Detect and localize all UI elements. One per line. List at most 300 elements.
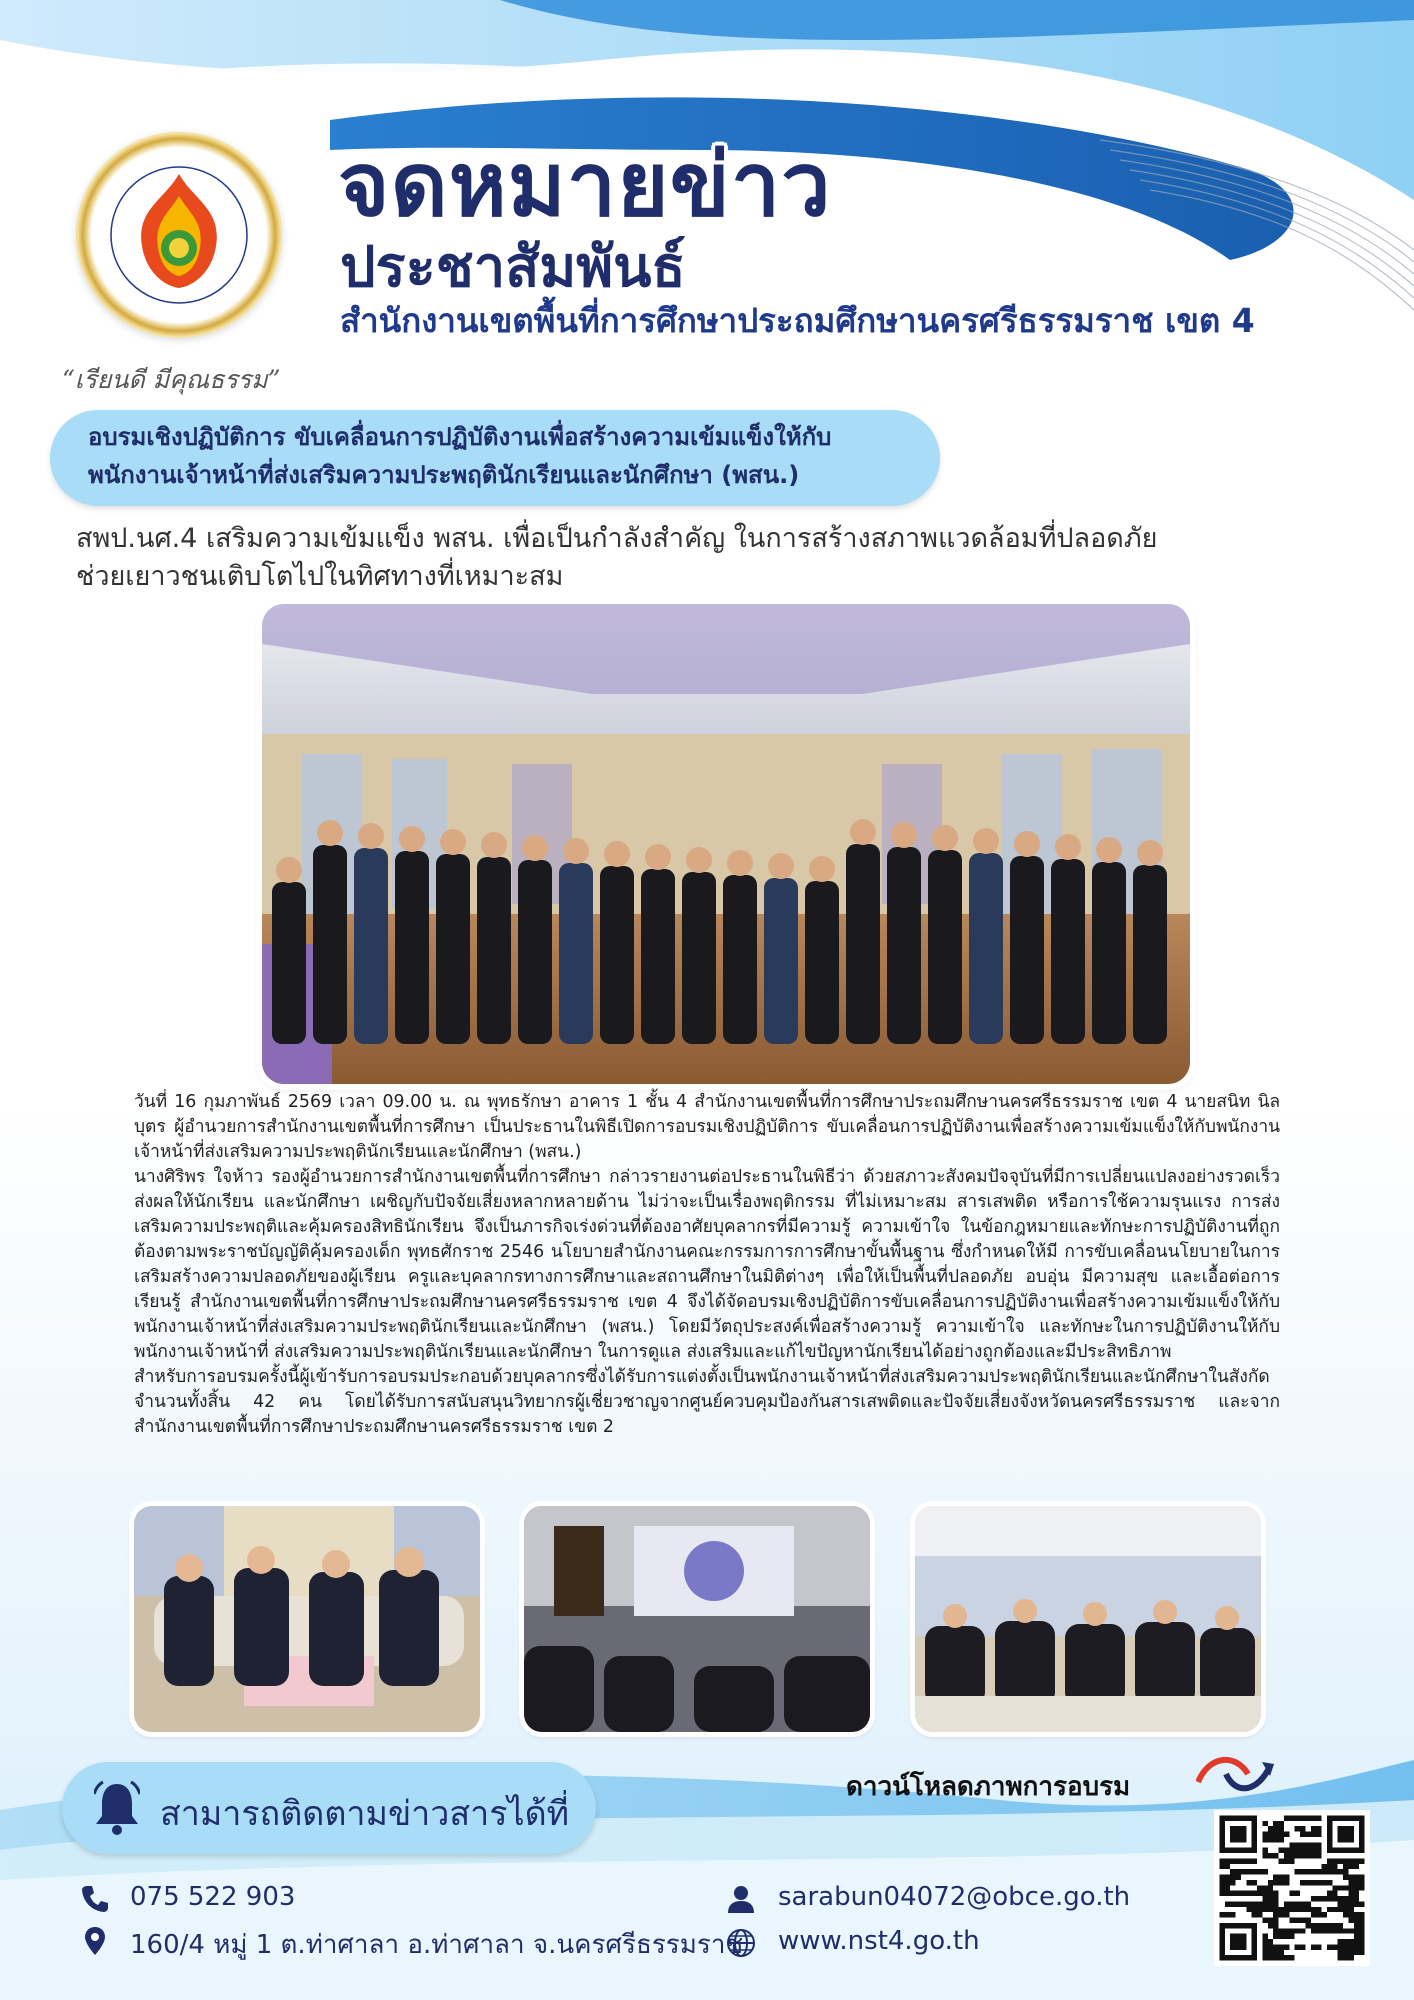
qr-module [1252,1842,1257,1847]
qr-module [1343,1815,1348,1820]
qr-module [1230,1923,1235,1928]
qr-module [1241,1923,1246,1928]
qr-module [1268,1901,1273,1906]
qr-module [1327,1896,1332,1901]
qr-module [1279,1955,1284,1960]
qr-module [1236,1955,1241,1960]
qr-module [1289,1858,1294,1863]
qr-module [1246,1923,1251,1928]
qr-module [1230,1880,1235,1885]
qr-module [1241,1901,1246,1906]
photo-person-head [317,820,343,846]
qr-module [1219,1815,1224,1820]
qr-module [1284,1815,1289,1820]
qr-module [1289,1934,1294,1939]
qr-module [1300,1880,1305,1885]
photo-attendees-seated [915,1506,1261,1732]
qr-module [1241,1944,1246,1949]
qr-module [1327,1869,1332,1874]
qr-module [1311,1944,1316,1949]
qr-module [1273,1875,1278,1880]
qr-module [1284,1848,1289,1853]
qr-module [1236,1826,1241,1831]
qr-module [1354,1939,1359,1944]
qr-module [1327,1837,1332,1842]
qr-module [1289,1815,1294,1820]
qr-module [1305,1832,1310,1837]
qr-module [1273,1950,1278,1955]
qr-module [1252,1901,1257,1906]
qr-module [1225,1858,1230,1863]
qr-module [1236,1815,1241,1820]
qr-module [1273,1955,1278,1960]
qr-module [1316,1848,1321,1853]
qr-module [1273,1928,1278,1933]
qr-module [1316,1928,1321,1933]
qr-module [1295,1928,1300,1933]
qr-module [1219,1944,1224,1949]
qr-module [1354,1896,1359,1901]
qr-module [1236,1832,1241,1837]
qr-module [1219,1837,1224,1842]
qr-module [1359,1832,1364,1837]
qr-module [1219,1832,1224,1837]
article-paragraph-2: นางศิริพร ใจห้าว รองผู้อำนวยการสำนักงานเขตพื้นที่การศึกษา กล่าวรายงานต่อประธานในพิธีว่า ด้วยสภาวะสังคมปัจจุบันที่มีการเปลี่ยนแปลงอย่างรวดเร็ว ส่งผลให้นักเรียน และนักศึกษา เผชิญกับปัจจัยเสี่ยงหลากหลายด้าน ไม่ว่าจะเป็นเรื่องพฤติกรรม ที่ไม่เหมาะสม สารเสพติด หรือการใช้ความรุนแรง การส่งเสริมความประพฤติและคุ้มครองสิทธินักเรียน จึงเป็นภารกิจเร่งด่วนที่ต้องอาศัยบุคลากรที่มีความรู้ ความเข้าใจ ในข้อกฎหมายและทักษะการปฏิบัติงานที่ถูกต้องตามพระราชบัญญัติคุ้มครองเด็ก พุทธศักราช 2546 นโยบายสำนักงานคณะกรรมการการศึกษาขั้นพื้นฐาน ซึ่งกำหนดให้มี การขับเคลื่อนนโยบายในการเสริมสร้างความปลอดภัยของผู้เรียน ครูและบุคลากรทางการศึกษาและสถานศึกษาในมิติต่างๆ เพื่อให้เป็นพื้นที่ปลอดภัย อบอุ่น มีความสุข และเอื้อต่อการเรียนรู้ สำนักงานเขตพื้นที่การศึกษาประถมศึกษานครศรีธรรมราช เขต 4 จึงได้จัดอบรมเชิงปฏิบัติการขับเคลื่อนการปฏิบัติงานเพื่อสร้างความเข้มแข็งให้กับ พนักงานเจ้าหน้าที่ส่งเสริมความประพฤตินักเรียนและนักศึกษา (พสน.) โดยมีวัตถุประสงค์เพื่อสร้างความรู้ ความเข้าใจ และทักษะในการปฏิบัติงานให้กับพนักงานเจ้าหน้าที่ ส่งเสริมความประพฤตินักเรียนและนักศึกษา ในการดูแล ส่งเสริมและแก้ไขปัญหานักเรียนได้อย่างถูกต้องและมีประสิทธิภาพ [134,1167,1280,1362]
photo-person-body [518,860,552,1044]
photo-person-body [1133,865,1167,1044]
qr-module [1354,1891,1359,1896]
headline-line-1: อบรมเชิงปฏิบัติการ ขับเคลื่อนการปฏิบัติงานเพื่อสร้างความเข้มแข็งให้กับ [88,423,832,451]
qr-module [1359,1885,1364,1890]
qr-module [1300,1901,1305,1906]
qr-module [1354,1880,1359,1885]
address: 160/4 หมู่ 1 ต.ท่าศาลา อ.ท่าศาลา จ.นครศรีธรรมราช [130,1930,744,1960]
qr-module [1354,1815,1359,1820]
headline-line-2: พนักงานเจ้าหน้าที่ส่งเสริมความประพฤตินักเรียนและนักศึกษา (พสน.) [88,461,800,489]
qr-module [1236,1923,1241,1928]
location-pin-icon [80,1926,110,1956]
qr-module [1241,1939,1246,1944]
qr-module [1295,1826,1300,1831]
qr-module [1343,1950,1348,1955]
qr-module [1338,1815,1343,1820]
qr-module [1305,1907,1310,1912]
qr-module [1300,1848,1305,1853]
qr-module [1236,1837,1241,1842]
qr-module [1354,1875,1359,1880]
qr-module [1252,1912,1257,1917]
arrow-swoosh-icon [1196,1752,1276,1796]
qr-module [1241,1858,1246,1863]
qr-module [1279,1858,1284,1863]
qr-module [1359,1837,1364,1842]
qr-module [1262,1837,1267,1842]
qr-module [1348,1858,1353,1863]
qr-module [1338,1826,1343,1831]
qr-module [1354,1901,1359,1906]
qr-module [1300,1918,1305,1923]
photo-person-head [358,823,384,849]
photo-person-body [928,850,962,1044]
qr-module [1289,1853,1294,1858]
qr-module [1348,1848,1353,1853]
qr-module [1316,1880,1321,1885]
photo-person-body [313,845,347,1044]
qr-module [1343,1864,1348,1869]
qr-module [1348,1815,1353,1820]
qr-module [1219,1842,1224,1847]
qr-module [1262,1944,1267,1949]
qr-module [1236,1848,1241,1853]
photo-person-head [604,841,630,867]
qr-module [1359,1848,1364,1853]
qr-module [1295,1848,1300,1853]
qr-module [1305,1869,1310,1874]
qr-module [1338,1950,1343,1955]
qr-module [1252,1955,1257,1960]
qr-module [1332,1891,1337,1896]
photo-person-body [272,882,306,1044]
qr-module [1230,1944,1235,1949]
qr-module [1246,1848,1251,1853]
photo-person-head [727,850,753,876]
qr-module [1316,1896,1321,1901]
qr-module [1246,1955,1251,1960]
qr-module [1327,1944,1332,1949]
qr-module [1230,1875,1235,1880]
qr-module [1327,1832,1332,1837]
qr-module [1332,1815,1337,1820]
qr-module [1268,1880,1273,1885]
qr-module [1273,1891,1278,1896]
qr-module [1332,1885,1337,1890]
qr-module [1343,1939,1348,1944]
qr-module [1230,1858,1235,1863]
photo-person-head [440,829,466,855]
qr-module [1300,1826,1305,1831]
qr-module [1359,1950,1364,1955]
article-paragraph-1: วันที่ 16 กุมภาพันธ์ 2569 เวลา 09.00 น. ณ พุทธรักษา อาคาร 1 ชั้น 4 สำนักงานเขตพื้นที่การศึกษาประถมศึกษานครศรีธรรมราช เขต 4 นายสนิท นิลบุตร ผู้อำนวยการสำนักงานเขตพื้นที่การศึกษา เป็นประธานในพิธีเปิดการอบรมเชิงปฏิบัติการ ขับเคลื่อนการปฏิบัติงานเพื่อสร้างความเข้มแข็งให้กับพนักงานเจ้าหน้าที่ส่งเสริมความประพฤตินักเรียนและนักศึกษา (พสน.) [134,1092,1280,1162]
qr-module [1338,1907,1343,1912]
qr-module [1273,1826,1278,1831]
qr-module [1348,1864,1353,1869]
qr-module [1219,1848,1224,1853]
qr-module [1354,1928,1359,1933]
qr-module [1279,1848,1284,1853]
motto: “เรียนดี มีคุณธรรม” [62,365,281,394]
qr-module [1262,1939,1267,1944]
qr-module [1273,1837,1278,1842]
qr-module [1273,1944,1278,1949]
qr-module [1262,1955,1267,1960]
qr-module [1230,1891,1235,1896]
qr-module [1230,1912,1235,1917]
qr-module [1327,1923,1332,1928]
email-address[interactable]: sarabun04072@obce.go.th [778,1882,1131,1912]
qr-module [1305,1853,1310,1858]
qr-module [1359,1918,1364,1923]
qr-module [1262,1832,1267,1837]
qr-module [1300,1815,1305,1820]
qr-module [1225,1848,1230,1853]
qr-module [1338,1928,1343,1933]
photo-person-body [723,875,757,1044]
qr-module [1354,1885,1359,1890]
qr-module [1311,1869,1316,1874]
qr-module [1295,1891,1300,1896]
qr-module [1225,1875,1230,1880]
photo-person-head [645,844,671,870]
qr-module [1305,1918,1310,1923]
qr-module [1354,1912,1359,1917]
qr-module [1316,1869,1321,1874]
qr-module [1257,1901,1262,1906]
qr-module [1284,1928,1289,1933]
qr-module [1295,1842,1300,1847]
photo-person-head [481,832,507,858]
photo-executives-seated [134,1506,480,1732]
qr-module [1262,1885,1267,1890]
qr-module [1268,1853,1273,1858]
qr-module [1311,1896,1316,1901]
qr-module [1252,1826,1257,1831]
qr-module [1279,1826,1284,1831]
qr-module [1295,1907,1300,1912]
subheadline [76,520,1316,596]
qr-module [1348,1896,1353,1901]
qr-module [1289,1891,1294,1896]
qr-module [1230,1955,1235,1960]
qr-module [1219,1885,1224,1890]
qr-module [1343,1826,1348,1831]
photo-person-body [559,863,593,1044]
qr-module [1219,1821,1224,1826]
qr-module [1219,1934,1224,1939]
qr-module [1327,1826,1332,1831]
qr-module [1327,1815,1332,1820]
qr-module [1284,1832,1289,1837]
qr-module [1279,1944,1284,1949]
photo-person-head [1014,831,1040,857]
qr-module [1300,1907,1305,1912]
qr-module [1348,1891,1353,1896]
qr-module [1305,1901,1310,1906]
qr-module [1316,1907,1321,1912]
qr-module [1284,1944,1289,1949]
photo-person-head [563,838,589,864]
qr-module [1236,1891,1241,1896]
qr-module [1300,1869,1305,1874]
qr-module [1305,1880,1310,1885]
photo-person-head [276,857,302,883]
qr-module [1338,1901,1343,1906]
qr-module [1273,1934,1278,1939]
qr-module [1284,1880,1289,1885]
qr-module [1295,1944,1300,1949]
photo-person-head [686,847,712,873]
user-icon [726,1884,756,1914]
qr-module [1284,1934,1289,1939]
qr-module [1332,1864,1337,1869]
qr-module [1354,1858,1359,1863]
qr-module [1262,1896,1267,1901]
website-url[interactable]: www.nst4.go.th [778,1926,980,1956]
qr-module [1241,1955,1246,1960]
qr-module [1268,1918,1273,1923]
subhead-line-1: สพป.นศ.4 เสริมความเข้มแข็ง พสน. เพื่อเป็นกำลังสำคัญ ในการสร้างสภาพแวดล้อมที่ปลอดภัย [76,523,1158,554]
qr-module [1338,1858,1343,1863]
qr-module [1332,1928,1337,1933]
qr-module [1284,1907,1289,1912]
qr-module [1300,1842,1305,1847]
qr-module [1343,1858,1348,1863]
photo-person-head [850,819,876,845]
qr-module [1338,1955,1343,1960]
qr-module [1359,1821,1364,1826]
qr-module [1230,1832,1235,1837]
qr-module [1268,1955,1273,1960]
qr-module [1332,1907,1337,1912]
qr-module [1257,1885,1262,1890]
qr-module [1289,1842,1294,1847]
qr-module [1279,1832,1284,1837]
qr-module [1311,1853,1316,1858]
qr-module [1354,1923,1359,1928]
photo-lecture-session [524,1506,870,1732]
qr-module [1268,1907,1273,1912]
qr-module [1316,1944,1321,1949]
qr-module [1268,1891,1273,1896]
qr-module [1359,1858,1364,1863]
qr-module [1273,1918,1278,1923]
photo-person-body [846,844,880,1044]
qr-module [1273,1832,1278,1837]
qr-module [1338,1837,1343,1842]
photo-person-body [1092,862,1126,1044]
article-paragraph-3: สำหรับการอบรมครั้งนี้ผู้เข้ารับการอบรมประกอบด้วยบุคลากรซึ่งได้รับการแต่งตั้งเป็นพนักงานเจ้าหน้าที่ส่งเสริมความประพฤตินักเรียนและนักศึกษาในสังกัด จำนวนทั้งสิ้น 42 คน โดยได้รับการสนับสนุนวิทยากรผู้เชี่ยวชาญจากศูนย์ควบคุมป้องกันสารเสพติดและปัจจัยเสี่ยงจังหวัดนครศรีธรรมราช และจากสำนักงานเขตพื้นที่การศึกษาประถมศึกษานครศรีธรรมราช เขต 2 [134,1367,1280,1437]
qr-module [1284,1858,1289,1863]
qr-module [1230,1869,1235,1874]
qr-module [1230,1934,1235,1939]
qr-module [1348,1912,1353,1917]
qr-module [1262,1891,1267,1896]
photo-person-body [887,847,921,1044]
qr-module [1354,1848,1359,1853]
newsletter-subtitle: ประชาสัมพันธ์ [340,235,686,300]
qr-module [1322,1896,1327,1901]
qr-module [1230,1837,1235,1842]
qr-module [1332,1944,1337,1949]
qr-module [1279,1875,1284,1880]
qr-module [1279,1837,1284,1842]
qr-module [1262,1950,1267,1955]
qr-module [1219,1939,1224,1944]
qr-module [1343,1907,1348,1912]
qr-module [1354,1864,1359,1869]
qr-module [1289,1955,1294,1960]
qr-module [1348,1939,1353,1944]
qr-module [1289,1848,1294,1853]
qr-module [1257,1912,1262,1917]
qr-module [1273,1853,1278,1858]
qr-module [1252,1848,1257,1853]
qr-module [1332,1858,1337,1863]
qr-module [1241,1832,1246,1837]
qr-module [1219,1955,1224,1960]
qr-module [1348,1918,1353,1923]
qr-module [1343,1869,1348,1874]
photo-person-head [932,825,958,851]
qr-module [1316,1815,1321,1820]
qr-module [1311,1880,1316,1885]
qr-module [1322,1869,1327,1874]
qr-module [1262,1918,1267,1923]
qr-module [1316,1853,1321,1858]
qr-module [1257,1869,1262,1874]
qr-code-icon[interactable] [1214,1810,1370,1966]
qr-module [1338,1923,1343,1928]
qr-module [1359,1815,1364,1820]
qr-module [1332,1896,1337,1901]
qr-module [1316,1842,1321,1847]
qr-module [1246,1869,1251,1874]
qr-module [1273,1912,1278,1917]
photo-person-body [354,848,388,1044]
qr-module [1225,1891,1230,1896]
qr-module [1268,1885,1273,1890]
qr-module [1246,1907,1251,1912]
qr-module [1305,1842,1310,1847]
qr-module [1236,1934,1241,1939]
qr-module [1230,1826,1235,1831]
qr-module [1241,1891,1246,1896]
qr-module [1338,1832,1343,1837]
qr-module [1305,1815,1310,1820]
qr-module [1300,1944,1305,1949]
qr-module [1273,1901,1278,1906]
qr-module [1311,1832,1316,1837]
qr-module [1327,1821,1332,1826]
follow-label: สามารถติดตามข่าวสารได้ที่ [160,1794,570,1834]
qr-module [1225,1815,1230,1820]
qr-module [1295,1918,1300,1923]
qr-module [1219,1923,1224,1928]
qr-module [1246,1858,1251,1863]
qr-module [1273,1821,1278,1826]
qr-module [1338,1896,1343,1901]
photo-person-body [682,872,716,1044]
qr-module [1311,1923,1316,1928]
qr-module [1354,1918,1359,1923]
qr-module [1343,1848,1348,1853]
phone-number[interactable]: 075 522 903 [130,1882,296,1912]
photo-person-body [395,851,429,1044]
qr-module [1225,1885,1230,1890]
qr-module [1295,1901,1300,1906]
qr-module [1236,1858,1241,1863]
qr-module [1289,1918,1294,1923]
qr-module [1322,1880,1327,1885]
photo-person-body [969,853,1003,1044]
photo-person-head [891,822,917,848]
qr-module [1225,1901,1230,1906]
download-label: ดาวน์โหลดภาพการอบรม [846,1772,1131,1802]
qr-module [1311,1815,1316,1820]
qr-module [1359,1912,1364,1917]
qr-module [1327,1891,1332,1896]
qr-module [1311,1928,1316,1933]
qr-module [1268,1950,1273,1955]
